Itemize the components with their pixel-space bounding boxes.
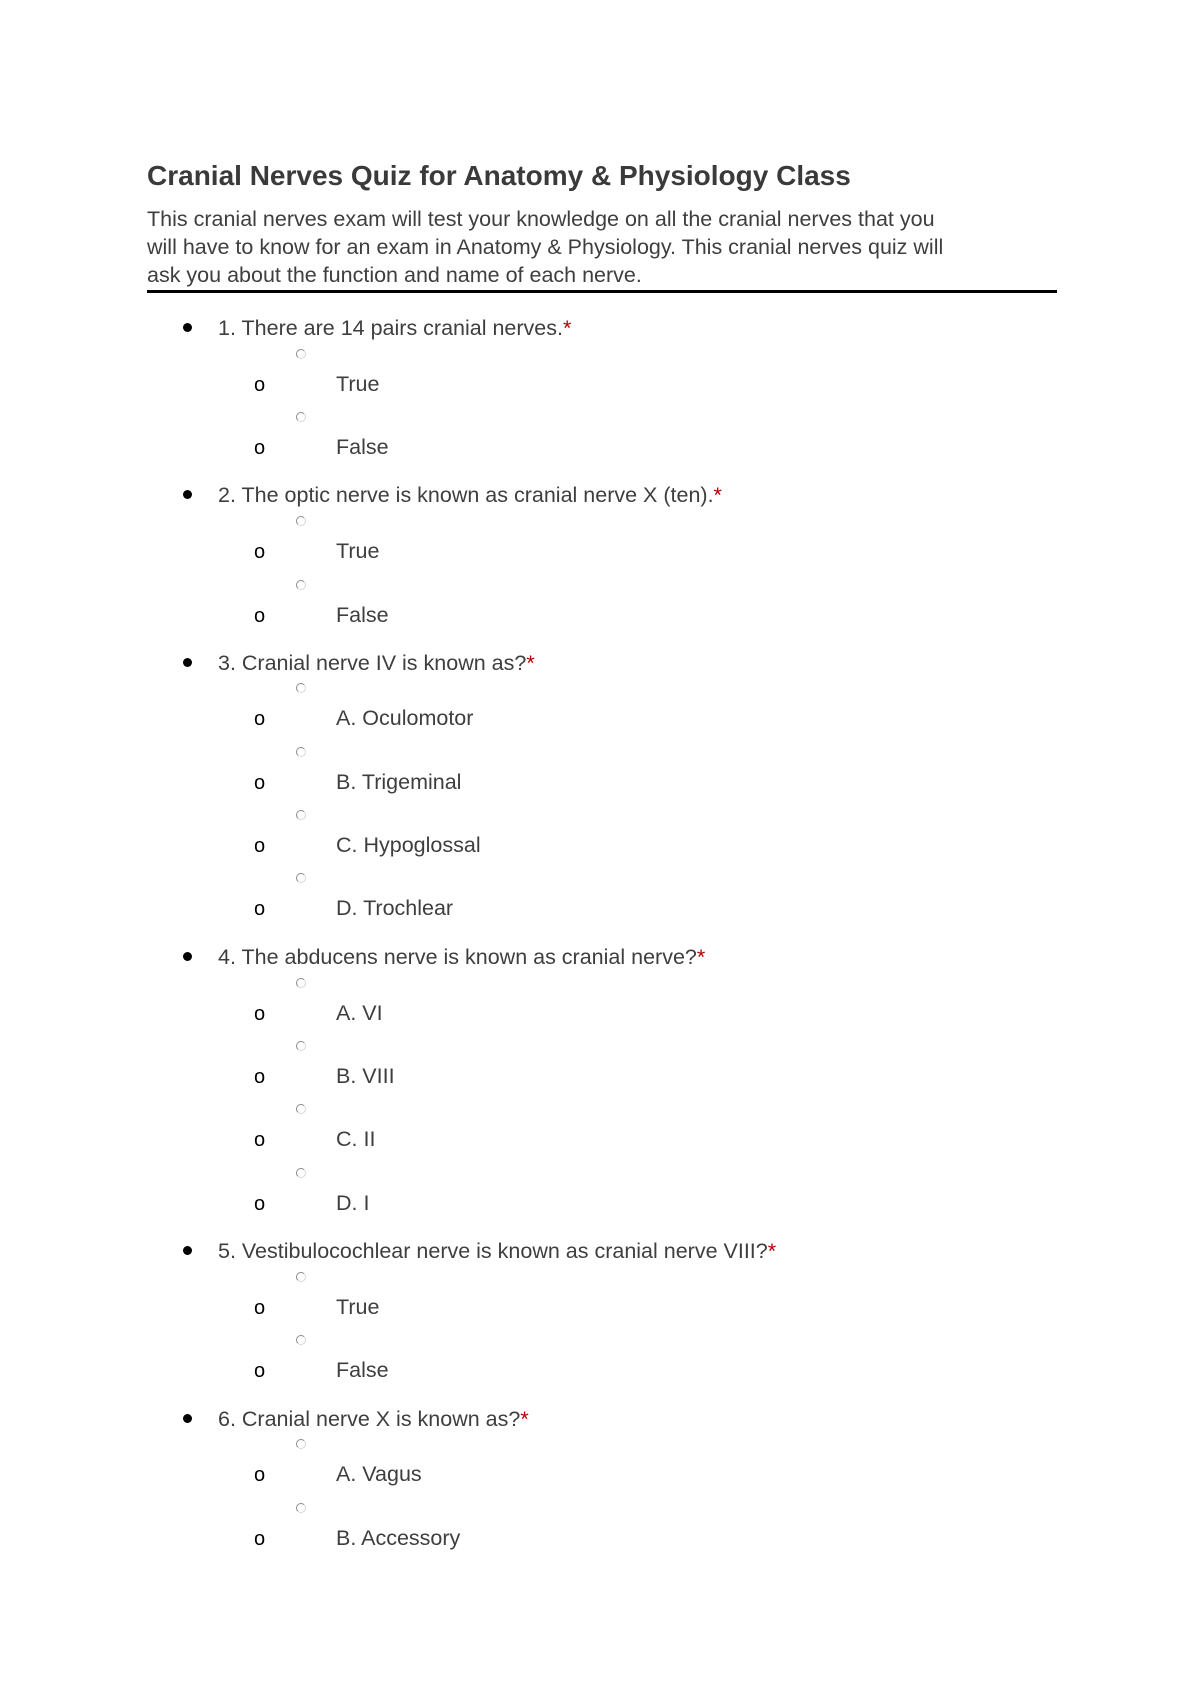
option-label: A. VI xyxy=(336,1001,383,1025)
question-line xyxy=(0,942,1100,972)
radio-button[interactable] xyxy=(296,978,306,988)
answer-option[interactable] xyxy=(0,1168,1100,1228)
radio-button[interactable] xyxy=(296,1272,306,1282)
intro-line-3: ask you about the function and name of each nerve. xyxy=(147,263,642,287)
radio-button[interactable] xyxy=(296,1335,306,1345)
required-marker: * xyxy=(526,651,535,675)
option-label: C. II xyxy=(336,1127,376,1151)
answer-option[interactable] xyxy=(0,810,1100,870)
question-line xyxy=(0,313,1100,343)
option-label: B. Trigeminal xyxy=(336,770,462,794)
question-text: 5. Vestibulocochlear nerve is known as cranial nerve VIII?* xyxy=(218,1239,777,1263)
option-bullet-icon: o xyxy=(254,1297,266,1319)
question-line xyxy=(0,648,1100,678)
question-text: 3. Cranial nerve IV is known as?* xyxy=(218,651,535,675)
option-bullet-icon: o xyxy=(254,1003,266,1025)
radio-button[interactable] xyxy=(296,683,306,693)
radio-button[interactable] xyxy=(296,1168,306,1178)
required-marker: * xyxy=(696,945,706,969)
question-text: 2. The optic nerve is known as cranial nerve X (ten).* xyxy=(218,483,722,507)
option-bullet-icon: o xyxy=(254,1129,266,1151)
answer-option[interactable] xyxy=(0,978,1100,1038)
option-bullet-icon: o xyxy=(254,835,266,857)
required-marker: * xyxy=(767,1239,777,1263)
option-label: False xyxy=(336,603,389,627)
option-label: False xyxy=(336,1358,389,1382)
option-bullet-icon: o xyxy=(254,374,266,396)
answer-option[interactable] xyxy=(0,1041,1100,1101)
radio-button[interactable] xyxy=(296,747,306,757)
option-label: A. Vagus xyxy=(336,1462,422,1486)
radio-button[interactable] xyxy=(296,349,306,359)
question-line xyxy=(0,1236,1100,1266)
option-label: A. Oculomotor xyxy=(336,706,474,730)
bullet-icon xyxy=(183,1246,192,1255)
option-bullet-icon: o xyxy=(254,1193,266,1215)
option-bullet-icon: o xyxy=(254,541,266,563)
answer-option[interactable] xyxy=(0,1104,1100,1164)
intro-line-1: This cranial nerves exam will test your knowledge on all the cranial nerves that you xyxy=(147,207,935,231)
option-label: B. Accessory xyxy=(336,1526,461,1550)
option-label: D. Trochlear xyxy=(336,896,454,920)
question-line xyxy=(0,480,1100,510)
answer-option[interactable] xyxy=(0,1335,1100,1395)
answer-option[interactable] xyxy=(0,683,1100,743)
question-text: 6. Cranial nerve X is known as?* xyxy=(218,1407,529,1431)
option-bullet-icon: o xyxy=(254,1360,266,1382)
option-label: True xyxy=(336,372,380,396)
radio-button[interactable] xyxy=(296,1439,306,1449)
radio-button[interactable] xyxy=(296,412,306,422)
option-bullet-icon: o xyxy=(254,708,266,730)
option-bullet-icon: o xyxy=(254,898,266,920)
radio-button[interactable] xyxy=(296,810,306,820)
radio-button[interactable] xyxy=(296,580,306,590)
question-line xyxy=(0,1404,1100,1434)
required-marker: * xyxy=(562,316,572,340)
bullet-icon xyxy=(183,490,192,499)
required-marker: * xyxy=(520,1407,529,1431)
bullet-icon xyxy=(183,323,192,332)
option-label: D. I xyxy=(336,1191,370,1215)
option-label: True xyxy=(336,1295,380,1319)
option-label: False xyxy=(336,435,389,459)
answer-option[interactable] xyxy=(0,747,1100,807)
quiz-intro xyxy=(147,205,1057,293)
answer-option[interactable] xyxy=(0,349,1100,409)
answer-option[interactable] xyxy=(0,873,1100,933)
radio-button[interactable] xyxy=(296,516,306,526)
required-marker: * xyxy=(713,483,722,507)
answer-option[interactable] xyxy=(0,412,1100,472)
quiz-title: Cranial Nerves Quiz for Anatomy & Physiology Class xyxy=(147,160,851,191)
bullet-icon xyxy=(183,658,192,667)
radio-button[interactable] xyxy=(296,1041,306,1051)
question-text: 1. There are 14 pairs cranial nerves.* xyxy=(218,316,572,340)
answer-option[interactable] xyxy=(0,1439,1100,1499)
answer-option[interactable] xyxy=(0,1503,1100,1563)
answer-option[interactable] xyxy=(0,516,1100,576)
bullet-icon xyxy=(183,952,192,961)
option-bullet-icon: o xyxy=(254,1464,266,1486)
option-label: C. Hypoglossal xyxy=(336,833,481,857)
intro-line-2: will have to know for an exam in Anatomy & Physiology. This cranial nerves quiz will xyxy=(147,235,944,259)
option-label: True xyxy=(336,539,380,563)
option-bullet-icon: o xyxy=(254,605,266,627)
option-label: B. VIII xyxy=(336,1064,395,1088)
answer-option[interactable] xyxy=(0,1272,1100,1332)
option-bullet-icon: o xyxy=(254,772,266,794)
option-bullet-icon: o xyxy=(254,1528,266,1550)
bullet-icon xyxy=(183,1414,192,1423)
radio-button[interactable] xyxy=(296,1104,306,1114)
option-bullet-icon: o xyxy=(254,437,266,459)
question-text: 4. The abducens nerve is known as cranial nerve?* xyxy=(218,945,706,969)
answer-option[interactable] xyxy=(0,580,1100,640)
option-bullet-icon: o xyxy=(254,1066,266,1088)
radio-button[interactable] xyxy=(296,873,306,883)
radio-button[interactable] xyxy=(296,1503,306,1513)
